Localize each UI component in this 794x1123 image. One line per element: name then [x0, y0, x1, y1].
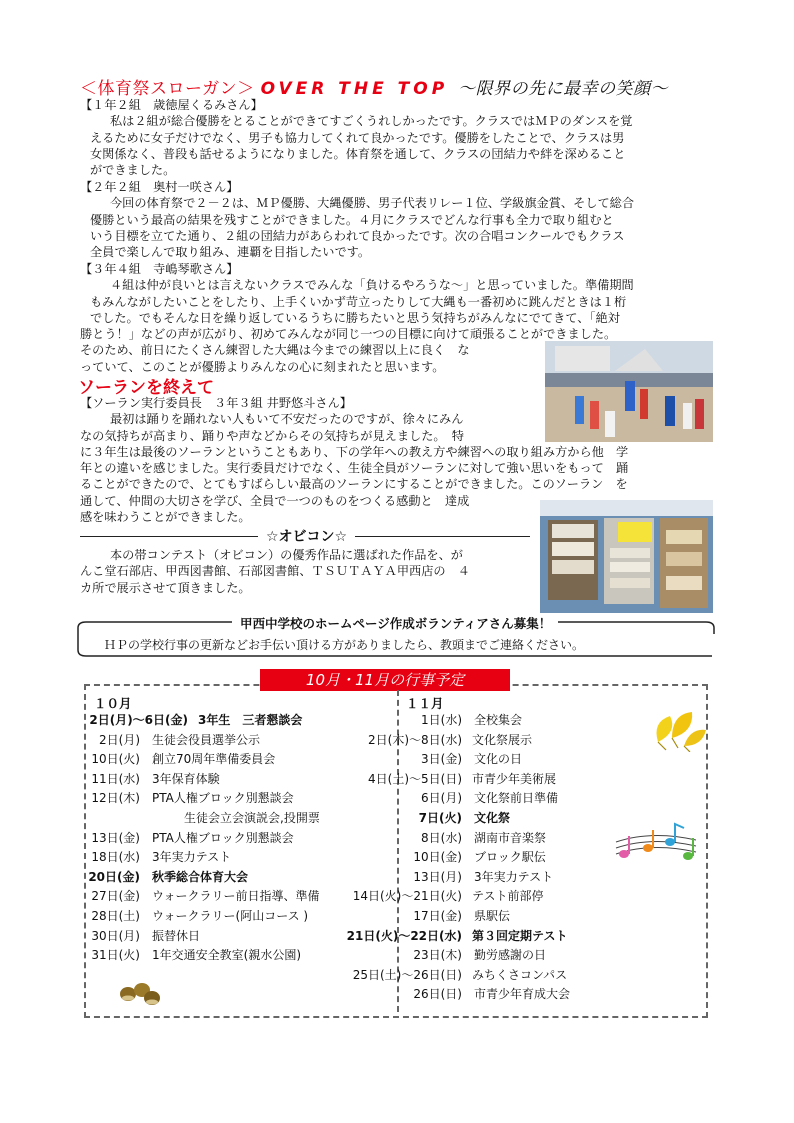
event-text: 3年生 三者懇談会 [198, 713, 303, 727]
testimonial-line: もみんながしたいことをしたり、上手くいかず苛立ったりして大縄も一番初めに跳んだときは１桁 [90, 294, 627, 309]
event-text: 創立70周年準備委員会 [152, 752, 276, 767]
testimonial-line: っていて、このことが優勝よりみんなの心に刻まれたと思います。 [80, 359, 445, 374]
event-text: 3年実力テスト [152, 850, 232, 865]
october-events [78, 711, 320, 966]
schedule-event [78, 848, 320, 868]
testimonial-line: ４組は仲が良いとは言えないクラスでみんな「負けるやろうな～」と思っていました。準備期間 [110, 278, 634, 293]
schedule-event [344, 887, 570, 907]
event-text: 振替休日 [152, 928, 201, 943]
schedule-event [78, 868, 320, 888]
obicon-line: 本の帯コンテスト（オビコン）の優秀作品に選ばれた作品を、が [110, 548, 463, 562]
event-text: 市青少年美術展 [472, 771, 557, 786]
event-text: 文化祭前日準備 [474, 791, 559, 806]
event-date: 3日(金) [421, 752, 462, 767]
event-date: 23日(木) [413, 948, 462, 963]
schedule-event [344, 927, 570, 947]
schedule-event [400, 907, 570, 927]
event-date: 21日(火)～22日(水) [346, 928, 462, 943]
soran-line: 通して、仲間の大切さを学び、全員で一つのものをつくる感動と 達成 [80, 493, 470, 508]
bookstore-display-photo [540, 500, 713, 613]
event-text: 文化祭展示 [472, 732, 533, 747]
event-text: 勤労感謝の日 [474, 948, 547, 963]
schedule-event [78, 829, 320, 849]
schedule-event [78, 731, 320, 751]
schedule-event [78, 770, 320, 790]
chestnuts-illustration [118, 980, 162, 1012]
testimonial-line: 今回の体育祭で２－２は、ＭＰ優勝、大縄優勝、男子代表リレー１位、学級旗金賞、そして総合 [110, 196, 635, 211]
testimonial-line: ができました。 [90, 163, 176, 178]
event-text: みちくさコンパス [472, 967, 568, 982]
event-text: 生徒会立会演説会,投開票 [184, 810, 320, 825]
november-label: １１月 [406, 696, 444, 711]
soran-line: なの気持ちが高まり、踊りや声などからその気持ちが見えました。 特 [80, 428, 464, 443]
event-date: 2日(木)～8日(水) [368, 732, 462, 747]
schedule-event [78, 907, 320, 927]
event-date: 30日(月) [91, 928, 140, 943]
event-date: 2日(月)～6日(金) [89, 713, 188, 727]
event-date: 7日(火) [418, 810, 462, 825]
schedule-banner: 10月・11月の行事予定 [260, 669, 510, 691]
event-text: 湖南市音楽祭 [474, 830, 547, 845]
event-date [78, 809, 172, 829]
event-date: 28日(土) [91, 908, 140, 923]
soran-heading: 【ソーラン実行委員長 ３年３組 井野悠斗さん】 [80, 396, 352, 410]
volunteer-title: 甲西中学校のホームページ作成ボランティアさん募集！ [240, 616, 552, 631]
event-text: 市青少年育成大会 [474, 987, 571, 1002]
event-date: 6日(月) [421, 791, 462, 806]
event-date: 2日(月) [99, 732, 140, 747]
event-date: 18日(水) [91, 850, 140, 865]
event-text: 生徒会役員選挙公示 [152, 732, 261, 747]
schedule-event [78, 789, 320, 809]
obicon-line: んこ堂石部店、甲西図書館、石部図書館、ＴＳＵＴＡＹＡ甲西店の ４ [80, 564, 470, 579]
schedule-event [400, 711, 570, 731]
schedule-event [400, 868, 570, 888]
schedule-event [344, 966, 570, 986]
event-date: 4日(土)～5日(日) [368, 771, 462, 786]
testimonial-line: 全員で楽しんで取り組み、連覇を目指したいです。 [90, 245, 371, 260]
event-date: 26日(日) [413, 987, 462, 1002]
soran-line: ることができたので、とてもすばらしい最高のソーランにすることができました。このソーラン を [80, 477, 628, 492]
schedule-event [400, 750, 570, 770]
testimonial-1 [80, 97, 632, 178]
soran-line: 年との違いを感じました。実行委員だけでなく、生徒全員がソーランに対して強い思いをもって 踊 [80, 461, 629, 476]
ginkgo-leaves-illustration [650, 702, 710, 756]
event-date: 14日(火)～21日(火) [352, 889, 462, 904]
testimonial-line: えるために女子だけでなく、男子も協力してくれて良かったです。優勝をしたことで、クラスは男 [90, 130, 625, 145]
obicon-line: カ所で展示させて頂きました。 [80, 580, 251, 595]
slogan-title [80, 74, 668, 99]
event-date: 13日(金) [91, 830, 140, 845]
event-date: 31日(火) [91, 948, 140, 963]
event-text: テスト前部停 [472, 889, 544, 904]
soran-line: に３年生は最後のソーランということもあり、下の学年への教え方や練習への取り組み方から他 学 [80, 444, 629, 459]
schedule-event [78, 946, 320, 966]
event-text: 第３回定期テスト [472, 928, 568, 943]
schedule-event [344, 731, 570, 751]
november-events [346, 711, 571, 1005]
schedule-event [344, 770, 570, 790]
event-text: 県駅伝 [474, 908, 511, 923]
soran-line: 最初は踊りを踊れない人もいて不安だったのですが、徐々にみん [110, 412, 464, 427]
event-text: PTA人権ブロック別懇談会 [152, 791, 294, 806]
event-date: 11日(水) [91, 771, 140, 786]
event-text: 秋季総合体育大会 [152, 869, 249, 884]
obicon-title: ☆オビコン☆ [258, 526, 355, 546]
testimonial-line: 私は２組が総合優勝をとることができてすごくうれしかったです。クラスではＭＰのダンスを覚 [110, 114, 633, 129]
event-date: 27日(金) [91, 889, 140, 904]
event-date: 8日(水) [421, 830, 462, 845]
event-text: 3年保育体験 [152, 771, 220, 786]
testimonial-line: でした。でもそんな日を繰り返しているうちに勝ちたいと思う気持ちがみんなにでてきて、「絶対 [90, 310, 620, 325]
schedule-event [78, 927, 320, 947]
schedule-event [78, 887, 320, 907]
event-text: 文化祭 [474, 810, 511, 825]
testimonial-line: 女関係なく、普段も話せるようになりました。体育祭を通して、クラスの団結力や絆を深めること [90, 146, 626, 161]
testimonial-line: 勝とう！」などの声が広がり、初めてみんなが同じ一つの目標に向けて頑張ることができました。 [80, 327, 617, 342]
testimonial-line: いう目標を立てた通り、２組の団結力があらわれて良かったです。次の合唱コンクールでもクラス [90, 228, 625, 243]
slogan-english: OVER THE TOP [260, 79, 449, 99]
event-text: ウォークラリー(阿山コース ) [152, 908, 309, 923]
event-date: 10日(金) [413, 850, 462, 865]
event-date: 13日(月) [413, 869, 462, 884]
testimonial-heading: 【２年２組 奥村一咲さん】 [80, 180, 239, 194]
event-date: 20日(金) [88, 869, 140, 884]
testimonial-line: そのため、前日にたくさん練習した大縄は今までの練習以上に良く な [80, 343, 470, 358]
event-date: 1日(水) [421, 713, 462, 727]
schedule-event [400, 848, 570, 868]
slogan-prefix: ＜体育祭スローガン＞ [80, 79, 255, 99]
schedule-event [400, 789, 570, 809]
obicon-section [80, 547, 470, 596]
event-text: 文化の日 [474, 752, 523, 767]
schedule-event [78, 750, 320, 770]
event-date: 25日(土)～26日(日) [352, 967, 462, 982]
event-text: ブロック駅伝 [474, 850, 546, 865]
event-text: 1年交通安全教室(親水公園) [152, 948, 301, 963]
music-notes-illustration [612, 820, 698, 874]
soran-line: 感を味わうことができました。 [80, 510, 251, 525]
event-date: 17日(金) [413, 908, 462, 923]
event-text: ウォークラリー前日指導、準備 [152, 889, 320, 904]
testimonial-2 [80, 179, 634, 260]
event-date: 10日(火) [91, 752, 140, 767]
volunteer-box [72, 616, 720, 658]
testimonial-line: 優勝という最高の結果を残すことができました。４月にクラスでどんな行事も全力で取り組むと [90, 212, 614, 227]
testimonial-heading: 【１年２組 歳徳屋くるみさん】 [80, 98, 263, 112]
schedule-event [70, 711, 320, 731]
schedule-event [400, 809, 570, 829]
soran-title: ソーランを終えて [78, 378, 214, 398]
schedule-event [400, 985, 570, 1005]
event-date: 12日(木) [91, 791, 140, 806]
slogan-subtitle: ～限界の先に最幸の笑顔～ [458, 79, 669, 99]
event-text: 3年実力テスト [474, 869, 554, 884]
event-text: 全校集会 [474, 713, 523, 727]
schedule-event [78, 809, 320, 829]
schedule-event [400, 829, 570, 849]
event-text: PTA人権ブロック別懇談会 [152, 830, 294, 845]
volunteer-text: ＨＰの学校行事の更新などお手伝い頂ける方がありましたら、教頭までご連絡ください。 [104, 638, 585, 652]
testimonial-heading: 【３年４組 寺嶋琴歌さん】 [80, 262, 239, 276]
schedule-event [400, 946, 570, 966]
october-label: １０月 [94, 696, 132, 711]
